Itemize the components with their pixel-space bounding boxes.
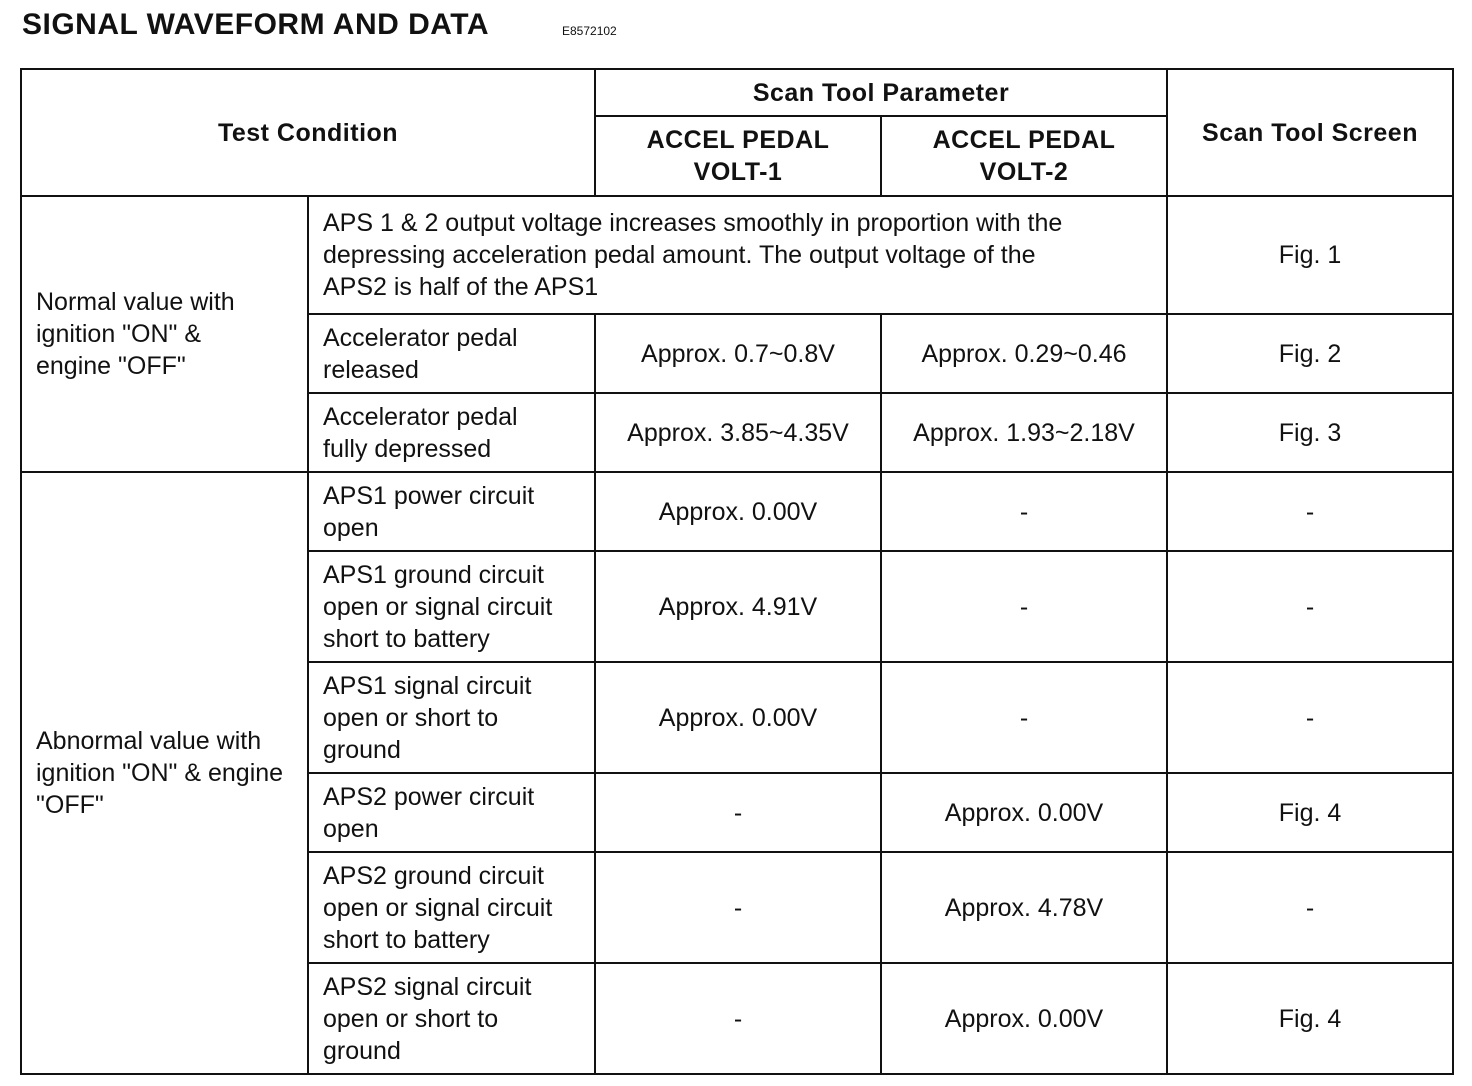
row-condition: APS1 signal circuit open or short to ground	[308, 662, 595, 773]
row-screen: Fig. 2	[1167, 314, 1453, 393]
group-label-normal: Normal value with ignition "ON" & engine "OFF"	[21, 196, 308, 472]
row-volt-1: -	[595, 852, 881, 963]
table-row	[21, 196, 1453, 314]
row-screen: Fig. 4	[1167, 963, 1453, 1074]
row-volt-2: -	[881, 472, 1167, 551]
header-accel-pedal-volt-1: ACCEL PEDAL VOLT-1	[595, 116, 881, 196]
group-label-abnormal: Abnormal value with ignition "ON" & engine "OFF"	[21, 472, 308, 1074]
row-volt-1: Approx. 0.00V	[595, 662, 881, 773]
row-volt-2: Approx. 0.00V	[881, 963, 1167, 1074]
row-condition: APS 1 & 2 output voltage increases smoothly in proportion with the depressing acceleration pedal amount. The output voltage of the APS2 is half of the APS1	[308, 196, 1167, 314]
row-condition: APS2 signal circuit open or short to ground	[308, 963, 595, 1074]
header-scan-tool-parameter: Scan Tool Parameter	[595, 69, 1167, 116]
row-screen: -	[1167, 852, 1453, 963]
row-volt-2: -	[881, 551, 1167, 662]
row-screen: Fig. 1	[1167, 196, 1453, 314]
row-volt-1: Approx. 3.85~4.35V	[595, 393, 881, 472]
row-condition: APS1 ground circuit open or signal circuit short to battery	[308, 551, 595, 662]
row-screen: Fig. 4	[1167, 773, 1453, 852]
page-title: SIGNAL WAVEFORM AND DATA	[22, 8, 489, 41]
row-condition: APS1 power circuit open	[308, 472, 595, 551]
row-volt-2: -	[881, 662, 1167, 773]
row-volt-2: Approx. 0.29~0.46	[881, 314, 1167, 393]
row-condition: APS2 power circuit open	[308, 773, 595, 852]
row-volt-1: -	[595, 773, 881, 852]
row-volt-1: Approx. 4.91V	[595, 551, 881, 662]
row-volt-1: Approx. 0.00V	[595, 472, 881, 551]
row-volt-1: Approx. 0.7~0.8V	[595, 314, 881, 393]
row-condition: Accelerator pedal fully depressed	[308, 393, 595, 472]
row-volt-2: Approx. 0.00V	[881, 773, 1167, 852]
row-volt-2: Approx. 1.93~2.18V	[881, 393, 1167, 472]
row-volt-2: Approx. 4.78V	[881, 852, 1167, 963]
signal-data-table	[20, 68, 1454, 1075]
row-screen: -	[1167, 662, 1453, 773]
row-screen: -	[1167, 551, 1453, 662]
row-condition: APS2 ground circuit open or signal circuit short to battery	[308, 852, 595, 963]
header-scan-tool-screen: Scan Tool Screen	[1167, 69, 1453, 196]
row-screen: -	[1167, 472, 1453, 551]
row-screen: Fig. 3	[1167, 393, 1453, 472]
header-test-condition: Test Condition	[21, 69, 595, 196]
document-code: E8572102	[562, 24, 617, 38]
table-row	[21, 472, 1453, 551]
row-volt-1: -	[595, 963, 881, 1074]
row-condition: Accelerator pedal released	[308, 314, 595, 393]
header-accel-pedal-volt-2: ACCEL PEDAL VOLT-2	[881, 116, 1167, 196]
